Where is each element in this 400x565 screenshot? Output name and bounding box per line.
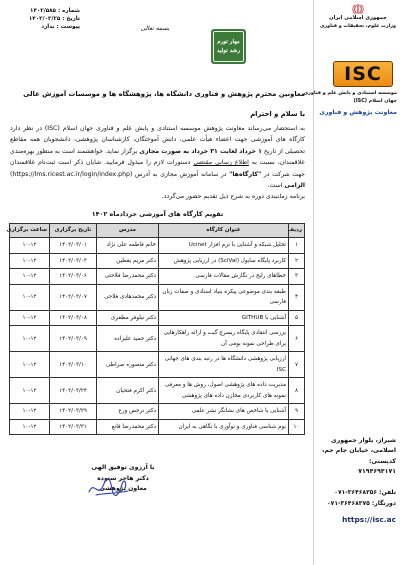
table-row bbox=[10, 352, 305, 378]
institute-name bbox=[303, 90, 397, 105]
motto-line: رشد تولید bbox=[216, 47, 241, 54]
time-cell: ۱۰-۱۲ bbox=[10, 404, 50, 420]
institute-name-line: جهان اسلام (ISC) bbox=[353, 97, 397, 104]
sidebar-divider bbox=[313, 0, 314, 565]
instructor-cell: دکتر حمید علیزاده bbox=[97, 326, 159, 352]
table-row bbox=[10, 419, 305, 435]
workshop-title-cell: تحلیل شبکه و آشنایی با نرم افزار Ucinet bbox=[159, 238, 289, 254]
time-cell: ۱۰-۱۲ bbox=[10, 284, 50, 310]
workshop-title-cell: مدیریت داده های پژوهشی اصول، روش ها و معرفی نمونه های کاربردی مخازن داده های پژوهشی bbox=[159, 378, 289, 404]
ministry-name: وزارت علوم، تحقیقات و فناوری bbox=[320, 23, 396, 29]
handwritten-signature bbox=[86, 474, 130, 502]
row-number-cell: ۲ bbox=[289, 253, 305, 269]
instructor-cell: خانم فاطمه علی نژاد bbox=[97, 238, 159, 254]
time-cell: ۱۰-۱۲ bbox=[10, 253, 50, 269]
date-cell: ۱۴۰۲/۰۳/۰۱ bbox=[50, 238, 97, 254]
signatory-name: دکتر هاجر ستوده bbox=[97, 474, 149, 482]
body-notice-emphasis: اطلاع رسانی مقتضی bbox=[193, 159, 249, 167]
table-row bbox=[10, 404, 305, 420]
address-line: اسلامی، خیابان جام جم، bbox=[321, 447, 396, 455]
fax-row bbox=[308, 498, 396, 509]
date-cell: ۱۴۰۲/۰۳/۰۹ bbox=[50, 326, 97, 352]
row-number-cell: ۹ bbox=[289, 404, 305, 420]
workshop-title-cell: کاربرد پایگاه سایول (SciVal) در ارزیابی پژوهش bbox=[159, 253, 289, 269]
motto-logo bbox=[211, 29, 246, 64]
fax-label: دورنگار: bbox=[371, 500, 396, 507]
workshop-title-cell: آشنایی با شاخص های نشانگر نشر علمی bbox=[159, 404, 289, 420]
time-cell: ۱۰-۱۲ bbox=[10, 310, 50, 326]
body-dates-emphasis: ۱ خرداد لغایت ۳۱ خرداد به صورت مجازی bbox=[139, 147, 262, 155]
fax-number: ۰۷۱-۳۶۴۶۸۳۷۵ bbox=[327, 500, 370, 507]
phone-row bbox=[308, 487, 396, 498]
date-cell: ۱۴۰۲/۰۳/۰۳ bbox=[50, 253, 97, 269]
workshop-title-cell: ارزیابی پژوهشی دانشگاه ها در رتبه بندی های جهانی ISC bbox=[159, 352, 289, 378]
row-number-cell: ۱ bbox=[289, 238, 305, 254]
workshop-title-cell: بوم شناسی فناوری و نوآوری با نگاهی به ایران bbox=[159, 419, 289, 435]
instructor-cell: دکتر منصوره صراطی bbox=[97, 352, 159, 378]
country-name: جمهوری اسلامی ایران bbox=[329, 15, 387, 21]
signature-wish: با آرزوی توفیق الهی bbox=[91, 464, 155, 471]
date-cell: ۱۴۰۲/۰۳/۰۸ bbox=[50, 310, 97, 326]
letter-reference-block bbox=[6, 7, 80, 32]
table-header-row bbox=[10, 223, 305, 238]
letter-date: ۱۴۰۲/۰۲/۲۵ bbox=[28, 16, 61, 23]
address-line: کدپستی: bbox=[368, 457, 396, 465]
letter-attachment-row bbox=[6, 23, 80, 31]
header-instructor: مدرس bbox=[97, 223, 159, 238]
body-text: برگزار نماید. خواهشمند است به منظور بهره‌مندی علاقمندان، نسبت به bbox=[10, 147, 306, 167]
lms-url: (https://lms.ricest.ac.ir/login/index.php) bbox=[10, 170, 133, 178]
contact-block bbox=[308, 487, 396, 509]
instructor-cell: دکتر نیلوفر مظفری bbox=[97, 310, 159, 326]
table-row bbox=[10, 378, 305, 404]
row-number-cell: ۱۰ bbox=[289, 419, 305, 435]
letter-number-row bbox=[6, 7, 80, 15]
row-number-cell: ۷ bbox=[289, 352, 305, 378]
date-cell: ۱۴۰۲/۰۳/۱۰ bbox=[50, 352, 97, 378]
body-text: در سامانه آموزش مجازی به آدرس bbox=[132, 170, 230, 178]
isc-logo: ISC bbox=[333, 61, 393, 87]
postal-code: ۷۱۹۴۶۹۴۱۷۱ bbox=[358, 468, 396, 476]
table-row bbox=[10, 269, 305, 285]
workshop-table-title: تقویم کارگاه های آموزشی خردادماه ۱۴۰۲ bbox=[91, 209, 224, 218]
instructor-cell: دکتر محمدرضا فلاحتی bbox=[97, 269, 159, 285]
row-number-cell: ۵ bbox=[289, 310, 305, 326]
table-row bbox=[10, 326, 305, 352]
time-cell: ۱۰-۱۲ bbox=[10, 378, 50, 404]
phone-label: تلفن: bbox=[379, 489, 396, 496]
workshop-title-cell: خطاهای رایج در نگارش مقالات فارسی bbox=[159, 269, 289, 285]
instructor-cell: دکتر مریم یقطین bbox=[97, 253, 159, 269]
basmala-heading: بسمه تعالی bbox=[140, 25, 170, 32]
letter-attachment: ندارد bbox=[41, 24, 55, 31]
address-line: شیراز، بلوار جمهوری bbox=[330, 437, 396, 444]
postal-address bbox=[308, 436, 396, 478]
motto-line: مهار تورم bbox=[217, 38, 240, 45]
instructor-cell: دکتر نرجس ورع bbox=[97, 404, 159, 420]
letter-greeting: با سلام و احترام bbox=[250, 110, 305, 118]
instructor-cell: دکتر محمدرضا قانع bbox=[97, 419, 159, 435]
body-text: دستورات لازم را مبذول فرمایید. شایان ذکر است ثبت‌نام علاقمندان جهت شرکت در bbox=[10, 159, 305, 178]
sidebar-header bbox=[318, 3, 398, 30]
date-cell: ۱۴۰۲/۰۳/۲۹ bbox=[50, 404, 97, 420]
table-row bbox=[10, 238, 305, 254]
table-row bbox=[10, 253, 305, 269]
motto-logo-frame bbox=[213, 31, 244, 62]
date-cell: ۱۴۰۲/۰۳/۰۷ bbox=[50, 284, 97, 310]
signatory-title: معاون پژوهشی bbox=[99, 485, 147, 492]
letter-main-column bbox=[6, 88, 306, 435]
table-row bbox=[10, 310, 305, 326]
letter-attachment-label: پیوست : bbox=[56, 24, 80, 31]
date-cell: ۱۴۰۲/۰۳/۳۱ bbox=[50, 419, 97, 435]
instructor-cell: دکتر اکرم فتحیان bbox=[97, 378, 159, 404]
row-number-cell: ۳ bbox=[289, 269, 305, 285]
letter-body bbox=[10, 123, 305, 191]
website-address: https://isc.ac bbox=[342, 515, 396, 524]
workshop-title-cell: بررسی انتقادی پایگاه ریسرچ گیت و ارائه راهکارهایی برای طراحی نمونه بومی آن bbox=[159, 326, 289, 352]
letter-number-label: شماره : bbox=[57, 8, 80, 14]
department-name: معاونت پژوهش و فناوری bbox=[319, 109, 397, 116]
body-mandatory-emphasis: الزامی bbox=[284, 182, 305, 190]
iran-emblem-icon bbox=[352, 3, 364, 15]
body-workshops-emphasis: "کارگاه‌ها" bbox=[229, 170, 262, 178]
date-cell: ۱۴۰۲/۰۳/۲۴ bbox=[50, 378, 97, 404]
body-text: به استحضار می‌رساند معاونت پژوهش موسسه استنادی و پایش علم و فناوری جهان اسلام (ISC) در نظر دارد کارگاه های آموزشی جهت اعضاء هیأت علمی، دانش آموختگان، کارشناسان پژوهشی، دانشجویان همه مقاطع تحصیلی از تاریخ bbox=[10, 125, 305, 155]
time-cell: ۱۰-۱۲ bbox=[10, 419, 50, 435]
institute-name-line: موسسه استنادی و پایش علم و فناوری bbox=[303, 90, 397, 96]
instructor-cell: دکتر محمدهادی فلاحی bbox=[97, 284, 159, 310]
time-cell: ۱۰-۱۲ bbox=[10, 238, 50, 254]
table-row bbox=[10, 284, 305, 310]
row-number-cell: ۶ bbox=[289, 326, 305, 352]
body-text: است. bbox=[267, 182, 285, 190]
workshop-schedule-table bbox=[6, 223, 305, 436]
row-number-cell: ۸ bbox=[289, 378, 305, 404]
phone-number: ۰۷۱-۳۶۴۶۸۳۵۶ bbox=[334, 489, 378, 496]
letter-recipient: معاونین محترم پژوهش و فناوری دانشگاه ها، پژوهشگاه ها و موسسات آموزش عالی bbox=[23, 90, 305, 98]
letter-number: ۱۴۰۲/۵۸۵ bbox=[30, 8, 56, 14]
header-time: ساعت برگزاری bbox=[10, 223, 50, 238]
time-cell: ۱۰-۱۲ bbox=[10, 326, 50, 352]
letter-date-label: تاریخ : bbox=[62, 16, 80, 23]
time-cell: ۱۰-۱۲ bbox=[10, 269, 50, 285]
letter-closing-line: برنامه زمانبندی دوره به شرح ذیل تقدیم حضور می‌گردد. bbox=[161, 193, 305, 201]
row-number-cell: ۴ bbox=[289, 284, 305, 310]
header-date: تاریخ برگزاری bbox=[50, 223, 97, 238]
letter-date-row bbox=[6, 15, 80, 23]
date-cell: ۱۴۰۲/۰۳/۰۶ bbox=[50, 269, 97, 285]
workshop-table-body bbox=[10, 238, 305, 435]
time-cell: ۱۰-۱۲ bbox=[10, 352, 50, 378]
header-row-number: ردیف bbox=[289, 223, 305, 238]
workshop-title-cell: آشنایی با GITHUB bbox=[159, 310, 289, 326]
workshop-title-cell: طبقه بندی موضوعی پیکره بنیاد اسنادی و صفات زبان فارسی bbox=[159, 284, 289, 310]
header-workshop-title: عنوان کارگاه bbox=[159, 223, 289, 238]
